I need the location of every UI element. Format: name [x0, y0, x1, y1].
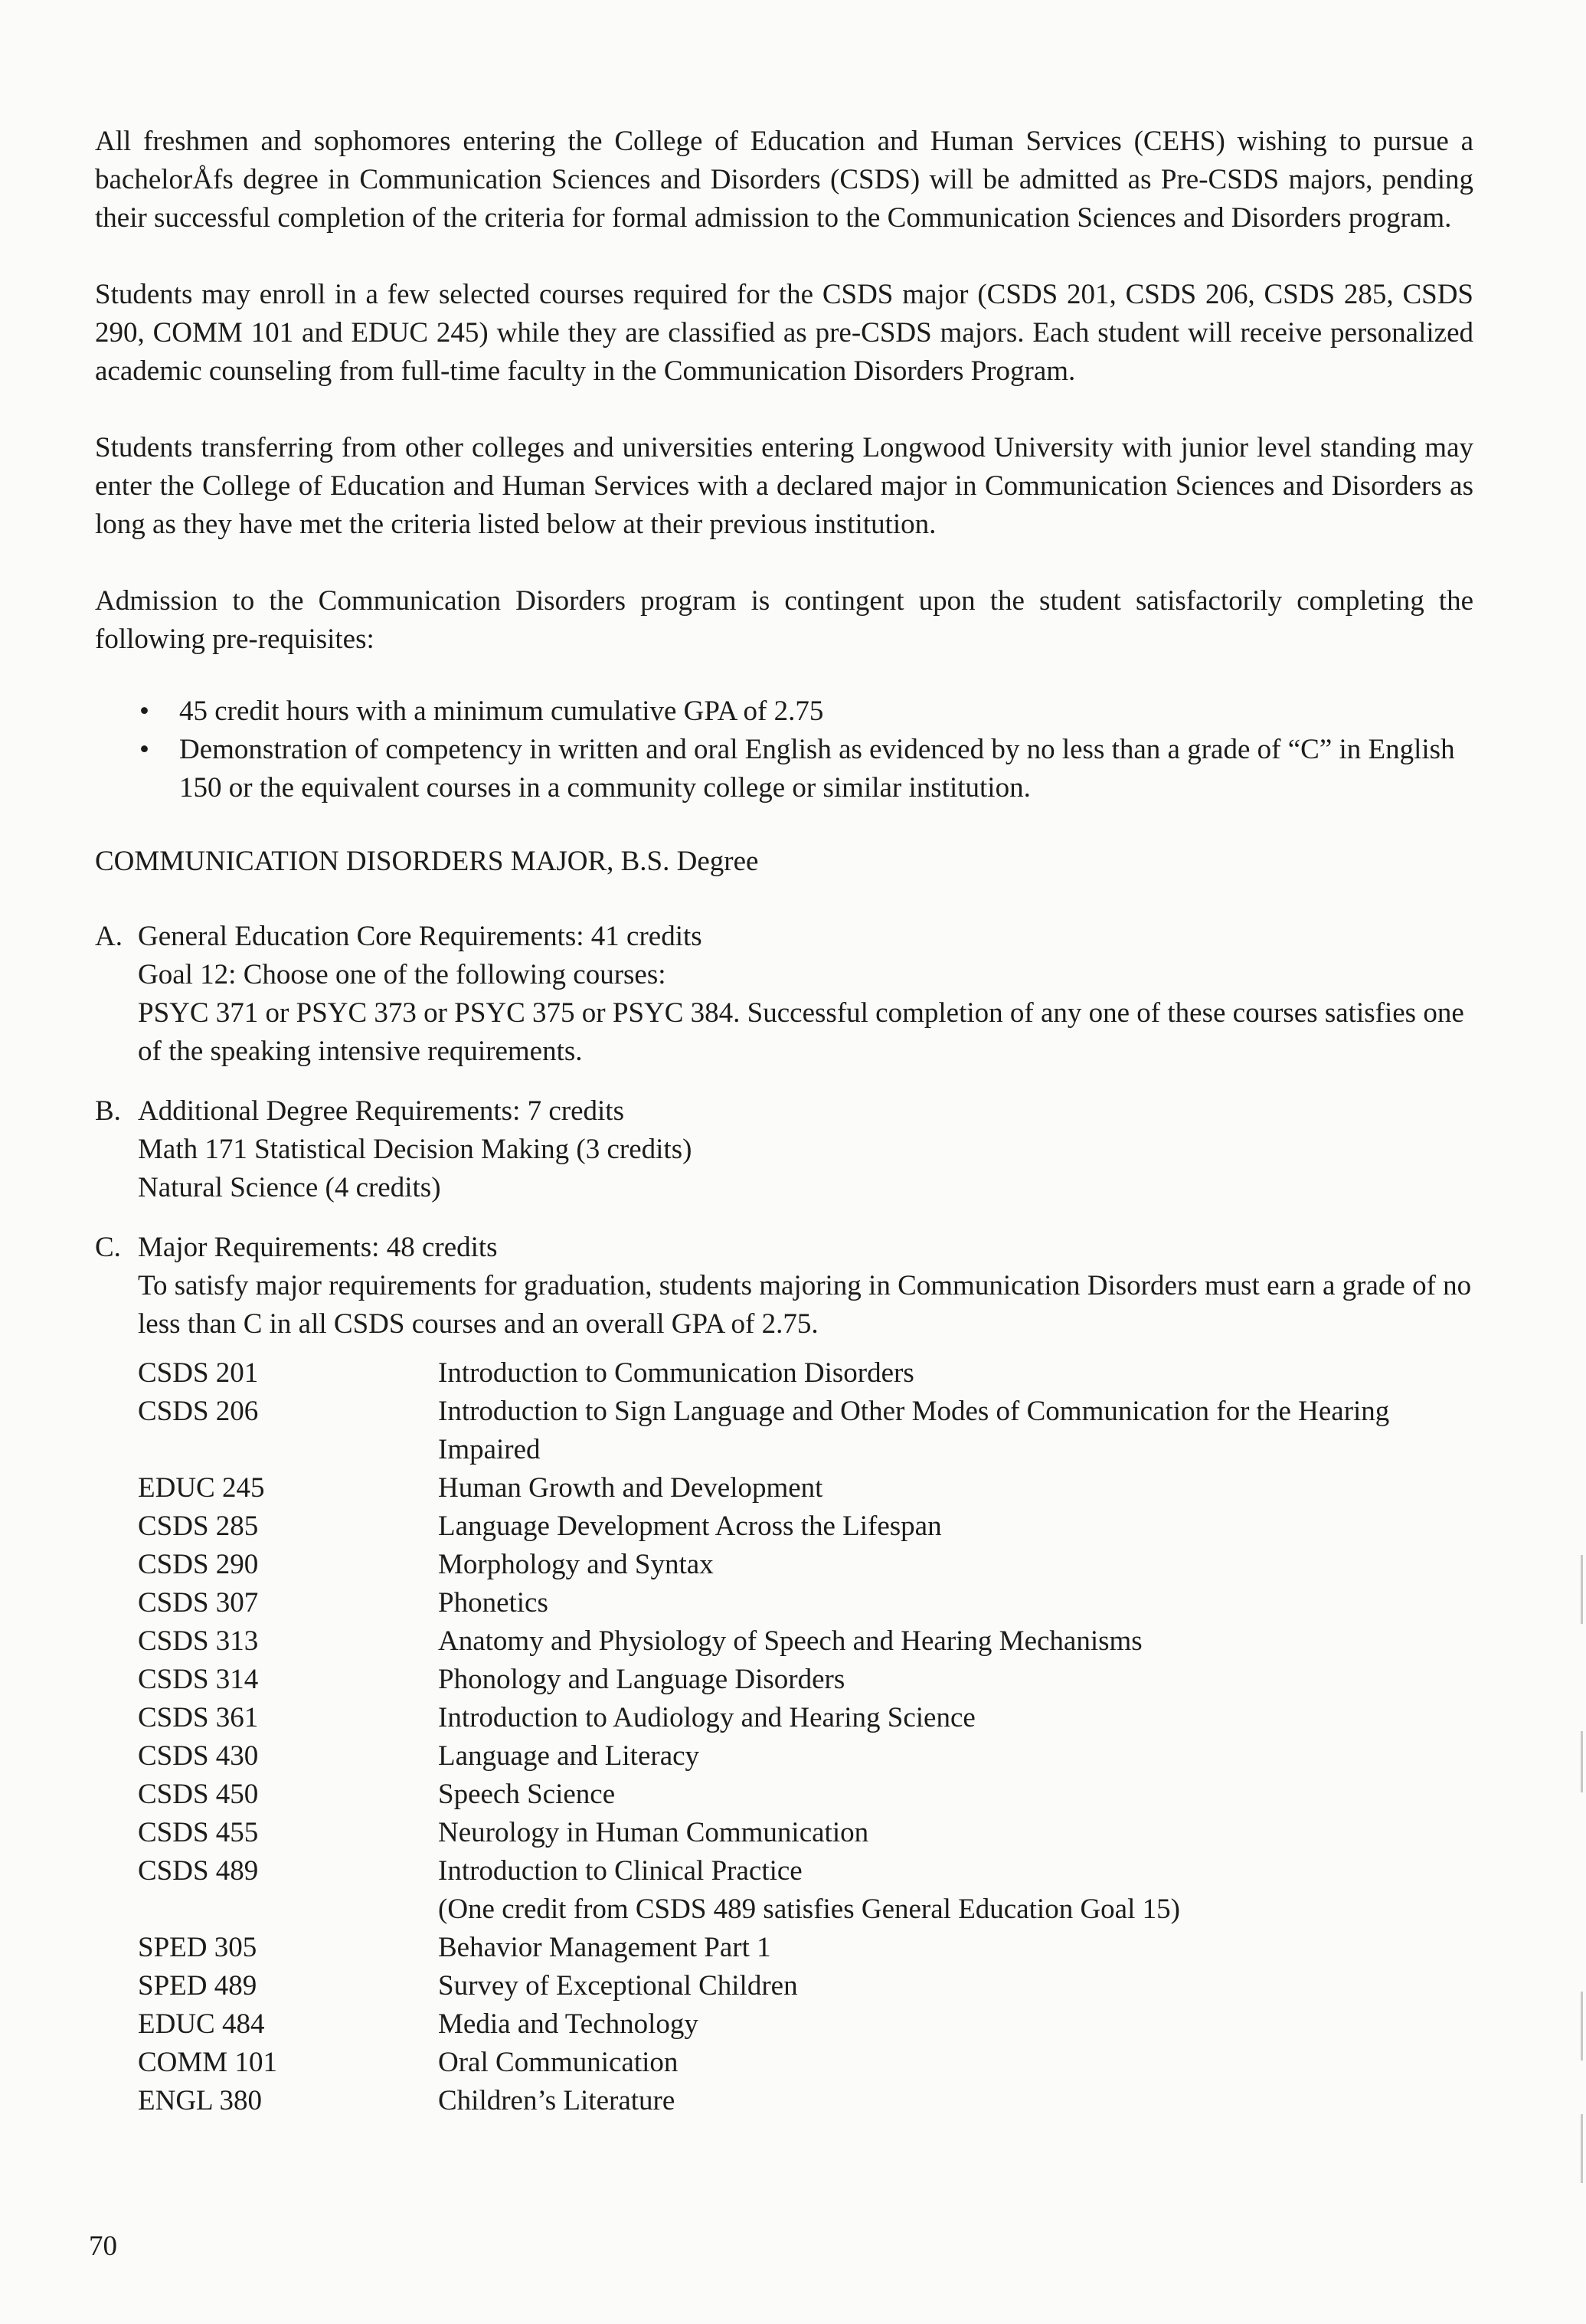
course-code	[138, 1890, 438, 1929]
section-letter: A.	[95, 921, 123, 952]
course-code: CSDS 290	[138, 1549, 259, 1580]
course-code: CSDS 450	[138, 1779, 259, 1810]
prerequisite-list	[95, 692, 1473, 807]
course-title: Survey of Exceptional Children	[438, 1970, 798, 2002]
course-table	[138, 1354, 1473, 2120]
course-code: COMM 101	[138, 2047, 277, 2078]
scan-edge-mark	[1581, 1992, 1583, 2061]
course-title: Morphology and Syntax	[438, 1549, 714, 1580]
bullet-text: 45 credit hours with a minimum cumulative GPA of 2.75	[179, 696, 824, 727]
course-note: (One credit from CSDS 489 satisfies General Education Goal 15)	[438, 1894, 1180, 1925]
course-title: Introduction to Sign Language and Other Modes of Communication for the Hearing Impaired	[438, 1396, 1390, 1465]
course-title: Language Development Across the Lifespan	[438, 1511, 942, 1542]
bullet-icon: •	[139, 734, 149, 765]
section-line: Math 171 Statistical Decision Making (3 credits)	[138, 1134, 692, 1165]
course-title: Introduction to Audiology and Hearing Science	[438, 1702, 976, 1733]
course-title: Media and Technology	[438, 2008, 698, 2040]
section-letter: C.	[95, 1232, 121, 1263]
course-code: CSDS 361	[138, 1702, 259, 1733]
course-code: CSDS 489	[138, 1855, 259, 1887]
section-a	[95, 918, 1473, 1071]
section-title: General Education Core Requirements: 41 credits	[138, 921, 702, 952]
course-code: SPED 305	[138, 1932, 257, 1963]
document-body	[95, 123, 1473, 2120]
course-code: CSDS 201	[138, 1357, 259, 1389]
section-line: Goal 12: Choose one of the following courses:	[138, 959, 666, 990]
major-heading: COMMUNICATION DISORDERS MAJOR, B.S. Degree	[95, 846, 759, 877]
scan-edge-mark	[1581, 1731, 1583, 1792]
course-title: Speech Science	[438, 1779, 616, 1810]
bullet-icon: •	[139, 696, 149, 727]
intro-paragraph: All freshmen and sophomores entering the College of Education and Human Services (CEHS) wishing to pursue a bachelorÅfs degree in Communication Sciences and Disorders (CSDS) will be admitted as Pre-CSDS majors, pending their successful completion of the criteria for formal admission to the Communication Sciences and Disorders program.	[95, 126, 1473, 234]
course-title: Oral Communication	[438, 2047, 679, 2078]
list-item	[95, 692, 1473, 731]
course-code: EDUC 484	[138, 2008, 265, 2040]
course-code: SPED 489	[138, 1970, 257, 2002]
section-line: Natural Science (4 credits)	[138, 1172, 441, 1203]
course-code: CSDS 313	[138, 1625, 259, 1657]
section-line: PSYC 371 or PSYC 373 or PSYC 375 or PSYC 384. Successful completion of any one of these courses satisfies one of the speaking intensive requirements.	[138, 997, 1464, 1067]
course-code: CSDS 455	[138, 1817, 259, 1848]
section-b	[95, 1092, 1473, 1207]
page-number: 70	[89, 2231, 117, 2262]
course-title: Language and Literacy	[438, 1740, 700, 1772]
list-item	[95, 731, 1473, 807]
course-title: Behavior Management Part 1	[438, 1932, 771, 1963]
section-title: Major Requirements: 48 credits	[138, 1232, 498, 1263]
course-title: Phonology and Language Disorders	[438, 1664, 845, 1695]
course-title: Phonetics	[438, 1587, 548, 1619]
admission-paragraph: Admission to the Communication Disorders program is contingent upon the student satisfactorily completing the following pre-requisites:	[95, 585, 1473, 655]
scan-edge-mark	[1581, 2114, 1583, 2183]
course-code: ENGL 380	[138, 2085, 263, 2116]
course-title: Neurology in Human Communication	[438, 1817, 869, 1848]
course-code: EDUC 245	[138, 1472, 265, 1504]
course-code: CSDS 314	[138, 1664, 259, 1695]
course-title: Introduction to Communication Disorders	[438, 1357, 914, 1389]
course-title: Children’s Literature	[438, 2085, 675, 2116]
course-title: Introduction to Clinical Practice	[438, 1855, 803, 1887]
section-c	[95, 1229, 1473, 1344]
course-title: Anatomy and Physiology of Speech and Hearing Mechanisms	[438, 1625, 1143, 1657]
course-title: Human Growth and Development	[438, 1472, 823, 1504]
course-code: CSDS 307	[138, 1587, 259, 1619]
scan-edge-mark	[1581, 1555, 1583, 1624]
bullet-text: Demonstration of competency in written and oral English as evidenced by no less than a grade of “C” in English 150 or the equivalent courses in a community college or similar institution.	[179, 734, 1455, 804]
section-letter: B.	[95, 1095, 121, 1127]
section-title: Additional Degree Requirements: 7 credits	[138, 1095, 624, 1127]
course-code: CSDS 285	[138, 1511, 259, 1542]
transfer-paragraph: Students transferring from other colleges and universities entering Longwood University with junior level standing may enter the College of Education and Human Services with a declared major in Communication Sciences and Disorders as long as they have met the criteria listed below at their previous institution.	[95, 432, 1473, 540]
course-code: CSDS 430	[138, 1740, 259, 1772]
section-line: To satisfy major requirements for graduation, students majoring in Communication Disorders must earn a grade of no less than C in all CSDS courses and an overall GPA of 2.75.	[138, 1270, 1472, 1340]
course-code: CSDS 206	[138, 1396, 259, 1427]
enrollment-paragraph: Students may enroll in a few selected courses required for the CSDS major (CSDS 201, CSDS 206, CSDS 285, CSDS 290, COMM 101 and EDUC 245) while they are classified as pre-CSDS majors. Each student will receive personalized academic counseling from full-time faculty in the Communication Disorders Program.	[95, 279, 1473, 387]
